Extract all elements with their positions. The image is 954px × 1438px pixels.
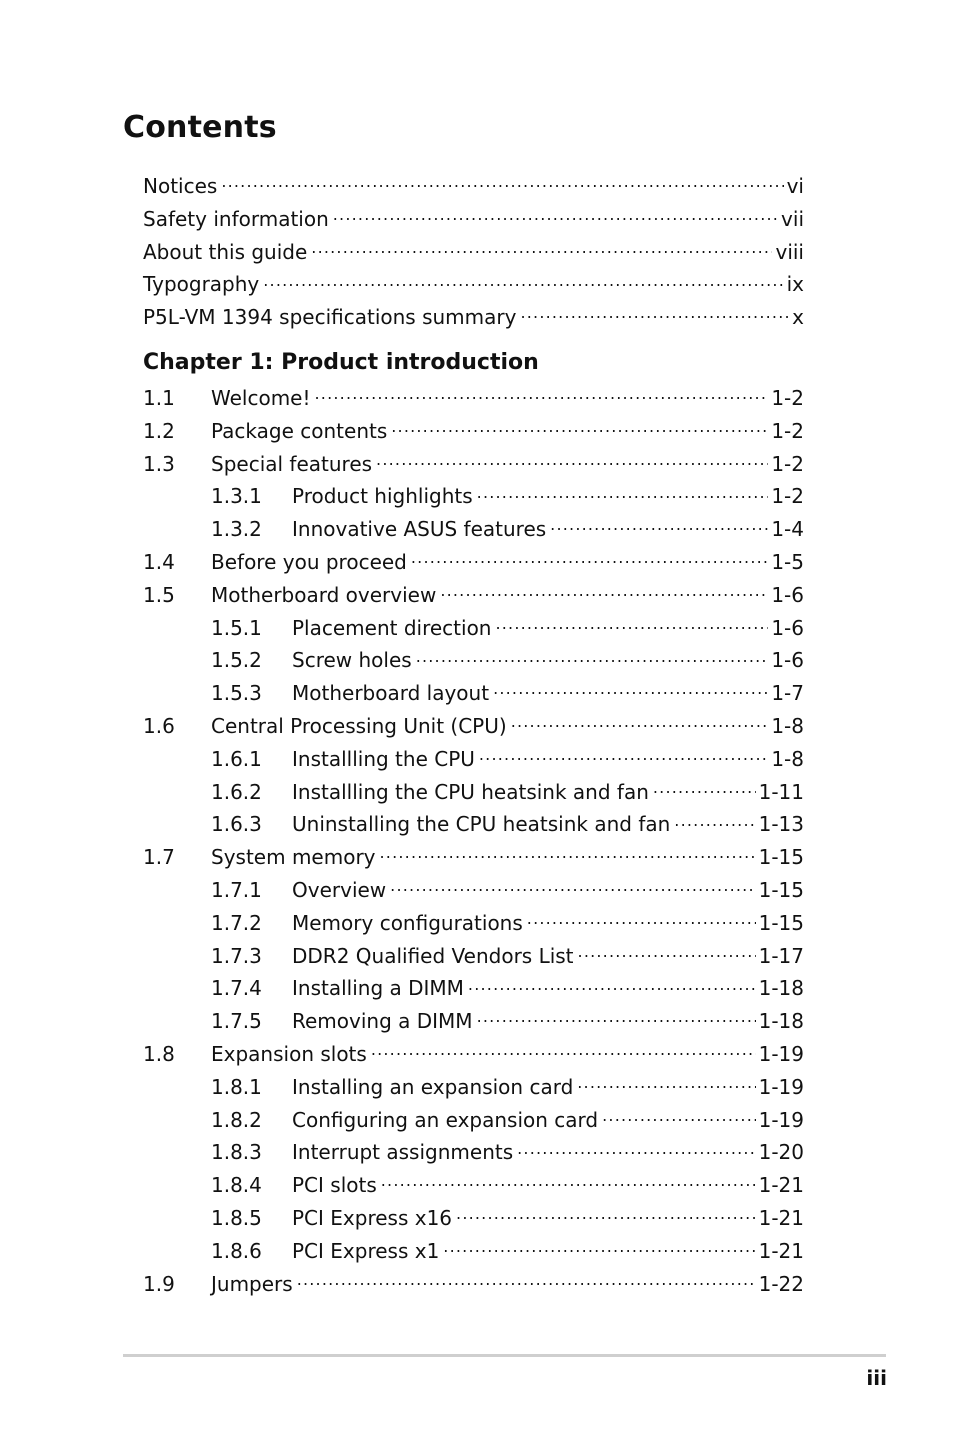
toc-entry-number: 1.5.1 <box>211 615 262 640</box>
dot-leader <box>376 451 768 471</box>
dot-leader <box>674 811 755 831</box>
toc-entry[interactable] <box>143 203 804 236</box>
dot-leader <box>468 975 756 995</box>
toc-entry-label: Safety information <box>143 206 329 231</box>
toc-entry-page: 1-6 <box>771 582 804 607</box>
dot-leader <box>311 239 772 259</box>
toc-entry[interactable] <box>143 808 804 841</box>
dot-leader <box>577 1074 755 1094</box>
toc-entry-page: 1-15 <box>758 910 804 935</box>
page-title: Contents <box>123 110 277 146</box>
toc-entry[interactable] <box>143 1202 804 1235</box>
toc-entry-page: 1-19 <box>758 1041 804 1066</box>
toc-entry[interactable] <box>143 1005 804 1038</box>
toc-entry-number: 1.4 <box>143 549 175 574</box>
toc-entry-number: 1.2 <box>143 418 175 443</box>
chapter-entries-list <box>143 382 804 1300</box>
toc-entry-number: 1.7.2 <box>211 910 262 935</box>
dot-leader <box>477 1008 756 1028</box>
toc-entry-page: 1-2 <box>771 484 804 509</box>
toc-entry-label: Installing an expansion card <box>292 1074 574 1099</box>
toc-entry-page: 1-5 <box>771 549 804 574</box>
toc-entry-page: 1-22 <box>758 1271 804 1296</box>
toc-entry-number: 1.6 <box>143 713 175 738</box>
page-number: iii <box>866 1366 887 1390</box>
dot-leader <box>550 516 768 536</box>
toc-entry-label: DDR2 Qualified Vendors List <box>292 943 574 968</box>
dot-leader <box>495 615 768 635</box>
toc-entry-number: 1.3.2 <box>211 517 262 542</box>
toc-entry[interactable] <box>143 268 804 301</box>
toc-entry-label: Expansion slots <box>211 1041 367 1066</box>
toc-entry-page: 1-2 <box>771 418 804 443</box>
toc-entry-page: 1-13 <box>758 812 804 837</box>
toc-entry-page: 1-15 <box>758 877 804 902</box>
dot-leader <box>263 271 783 291</box>
toc-entry-page: 1-6 <box>771 615 804 640</box>
toc-entry-page: ix <box>786 272 804 297</box>
dot-leader <box>381 1172 756 1192</box>
toc-entry-number: 1.7 <box>143 845 175 870</box>
toc-entry-label: Jumpers <box>211 1271 293 1296</box>
table-of-contents <box>143 170 804 1300</box>
dot-leader <box>493 680 768 700</box>
toc-entry-number: 1.7.1 <box>211 877 262 902</box>
toc-entry-page: viii <box>775 239 804 264</box>
toc-entry-number: 1.7.4 <box>211 976 262 1001</box>
toc-entry-page: 1-6 <box>771 648 804 673</box>
toc-entry-label: Installling the CPU <box>292 746 475 771</box>
toc-entry-label: Overview <box>292 877 387 902</box>
toc-entry-page: 1-17 <box>758 943 804 968</box>
toc-entry-page: 1-21 <box>758 1173 804 1198</box>
toc-entry-number: 1.8.2 <box>211 1107 262 1132</box>
dot-leader <box>297 1271 756 1291</box>
dot-leader <box>440 582 768 602</box>
toc-entry[interactable] <box>143 1071 804 1104</box>
toc-entry-number: 1.8.5 <box>211 1205 262 1230</box>
front-matter-list <box>143 170 804 334</box>
dot-leader <box>371 1041 756 1061</box>
dot-leader <box>391 418 768 438</box>
toc-entry[interactable] <box>143 743 804 776</box>
toc-entry-number: 1.8.6 <box>211 1238 262 1263</box>
toc-entry-number: 1.7.5 <box>211 1009 262 1034</box>
toc-entry-label: PCI Express x16 <box>292 1205 453 1230</box>
toc-entry[interactable] <box>143 776 804 809</box>
toc-entry-number: 1.6.3 <box>211 812 262 837</box>
toc-entry[interactable] <box>143 513 804 546</box>
toc-entry-page: 1-19 <box>758 1107 804 1132</box>
dot-leader <box>416 647 769 667</box>
toc-entry[interactable] <box>143 382 804 415</box>
toc-entry-number: 1.9 <box>143 1271 175 1296</box>
toc-entry-label: Motherboard overview <box>211 582 437 607</box>
toc-entry[interactable] <box>143 301 804 334</box>
dot-leader <box>511 713 769 733</box>
toc-entry[interactable] <box>143 415 804 448</box>
dot-leader <box>390 877 755 897</box>
toc-entry[interactable] <box>143 874 804 907</box>
toc-entry-label: System memory <box>211 845 376 870</box>
toc-entry-number: 1.5 <box>143 582 175 607</box>
dot-leader <box>380 844 756 864</box>
toc-entry[interactable] <box>143 710 804 743</box>
toc-entry[interactable] <box>143 612 804 645</box>
dot-leader <box>477 483 769 503</box>
toc-entry-page: 1-2 <box>771 451 804 476</box>
toc-entry-label: Configuring an expansion card <box>292 1107 599 1132</box>
toc-entry-label: Installling the CPU heatsink and fan <box>292 779 649 804</box>
toc-entry[interactable] <box>143 1268 804 1301</box>
toc-entry-page: 1-18 <box>758 1009 804 1034</box>
toc-entry[interactable] <box>143 972 804 1005</box>
toc-entry-label: Installing a DIMM <box>292 976 464 1001</box>
toc-entry-label: Welcome! <box>211 385 311 410</box>
toc-entry-page: 1-11 <box>758 779 804 804</box>
dot-leader <box>653 779 756 799</box>
toc-entry[interactable] <box>143 940 804 973</box>
dot-leader <box>602 1107 755 1127</box>
toc-entry-number: 1.3.1 <box>211 484 262 509</box>
toc-entry-label: P5L-VM 1394 specifications summary <box>143 305 517 330</box>
toc-entry[interactable] <box>143 677 804 710</box>
toc-entry-label: Before you proceed <box>211 549 407 574</box>
toc-entry[interactable] <box>143 1169 804 1202</box>
toc-entry[interactable] <box>143 480 804 513</box>
dot-leader <box>411 549 768 569</box>
toc-entry-label: Special features <box>211 451 373 476</box>
toc-entry-page: 1-21 <box>758 1205 804 1230</box>
toc-entry-label: Product highlights <box>292 484 473 509</box>
toc-entry-page: 1-20 <box>758 1140 804 1165</box>
toc-entry[interactable] <box>143 1038 804 1071</box>
dot-leader <box>315 385 769 405</box>
dot-leader <box>479 746 768 766</box>
toc-entry-page: 1-8 <box>771 713 804 738</box>
toc-entry-label: Memory configurations <box>292 910 523 935</box>
toc-entry-number: 1.7.3 <box>211 943 262 968</box>
dot-leader <box>578 943 756 963</box>
toc-entry-page: 1-8 <box>771 746 804 771</box>
toc-entry-page: 1-4 <box>771 517 804 542</box>
toc-entry-number: 1.8.3 <box>211 1140 262 1165</box>
toc-entry-label: Interrupt assignments <box>292 1140 514 1165</box>
toc-entry-number: 1.6.1 <box>211 746 262 771</box>
toc-entry-page: 1-15 <box>758 845 804 870</box>
toc-entry-label: Uninstalling the CPU heatsink and fan <box>292 812 671 837</box>
toc-entry-number: 1.6.2 <box>211 779 262 804</box>
toc-entry[interactable] <box>143 1136 804 1169</box>
toc-entry-number: 1.5.3 <box>211 681 262 706</box>
toc-entry[interactable] <box>143 1235 804 1268</box>
toc-entry-page: vi <box>786 174 804 198</box>
toc-entry[interactable] <box>143 1104 804 1137</box>
dot-leader <box>333 206 778 226</box>
toc-entry-label: About this guide <box>143 239 308 264</box>
toc-entry-number: 1.8 <box>143 1041 175 1066</box>
toc-entry-label: PCI Express x1 <box>292 1238 440 1263</box>
dot-leader <box>520 304 789 324</box>
toc-entry-page: x <box>792 305 804 330</box>
toc-entry-label: Innovative ASUS features <box>292 517 547 542</box>
toc-entry-label: Package contents <box>211 418 388 443</box>
toc-entry-number: 1.5.2 <box>211 648 262 673</box>
toc-entry[interactable] <box>143 236 804 269</box>
toc-entry[interactable] <box>143 170 804 203</box>
toc-entry-number: 1.8.4 <box>211 1173 262 1198</box>
toc-entry-label: Notices <box>143 174 218 198</box>
toc-entry[interactable] <box>143 448 804 481</box>
toc-entry-number: 1.8.1 <box>211 1074 262 1099</box>
toc-entry-page: 1-2 <box>771 385 804 410</box>
dot-leader <box>443 1238 755 1258</box>
toc-entry-number: 1.1 <box>143 385 175 410</box>
dot-leader <box>221 173 783 193</box>
toc-entry-page: 1-19 <box>758 1074 804 1099</box>
toc-entry[interactable] <box>143 644 804 677</box>
toc-entry-page: vii <box>781 206 804 231</box>
toc-entry-label: Removing a DIMM <box>292 1009 473 1034</box>
dot-leader <box>456 1205 756 1225</box>
toc-entry[interactable] <box>143 841 804 874</box>
toc-entry[interactable] <box>143 546 804 579</box>
toc-entry[interactable] <box>143 579 804 612</box>
toc-entry[interactable] <box>143 907 804 940</box>
dot-leader <box>517 1139 755 1159</box>
footer-rule <box>123 1354 886 1357</box>
toc-entry-label: PCI slots <box>292 1173 377 1198</box>
toc-entry-page: 1-7 <box>771 681 804 706</box>
toc-entry-label: Screw holes <box>292 648 412 673</box>
toc-entry-label: Placement direction <box>292 615 492 640</box>
toc-entry-page: 1-21 <box>758 1238 804 1263</box>
toc-entry-label: Central Processing Unit (CPU) <box>211 713 507 738</box>
dot-leader <box>527 910 756 930</box>
chapter-heading: Chapter 1: Product introduction <box>143 349 539 375</box>
toc-entry-label: Typography <box>143 272 260 297</box>
toc-entry-number: 1.3 <box>143 451 175 476</box>
toc-entry-label: Motherboard layout <box>292 681 490 706</box>
toc-entry-page: 1-18 <box>758 976 804 1001</box>
